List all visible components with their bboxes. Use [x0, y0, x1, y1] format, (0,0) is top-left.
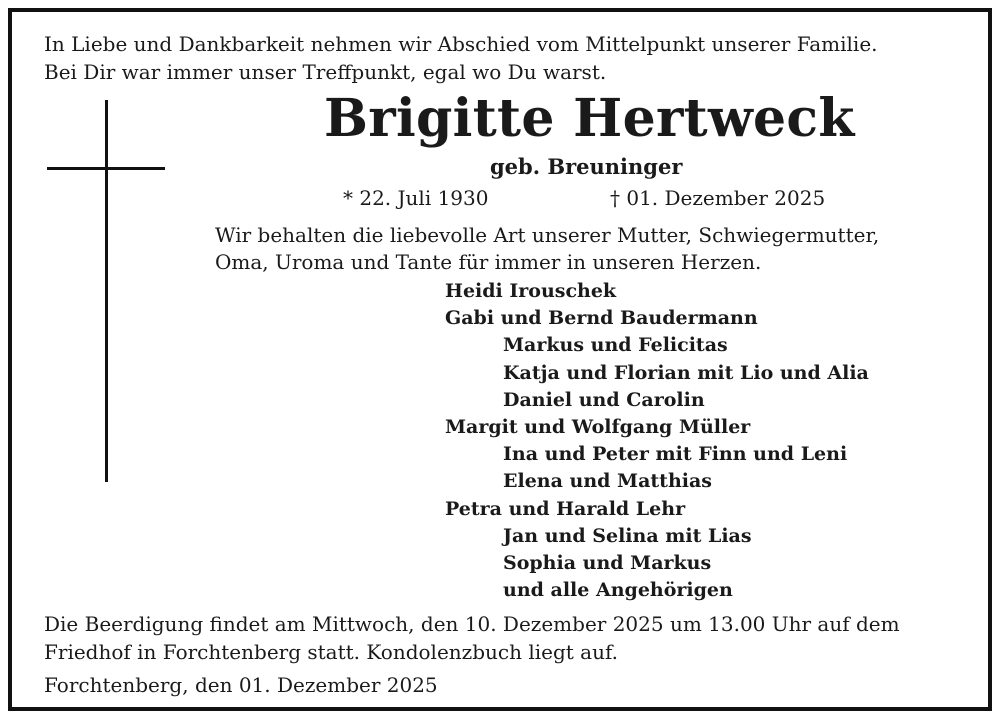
funeral-line-2: Friedhof in Forchtenberg statt. Kondolenzbuch liegt auf. — [44, 640, 619, 664]
mourner-name: Daniel und Carolin — [503, 388, 705, 411]
birth-date: * 22. Juli 1930 — [343, 186, 489, 210]
mourner-name: Heidi Irouschek — [445, 280, 617, 302]
mourner-name: Markus und Felicitas — [503, 334, 728, 357]
memory-text — [215, 222, 879, 276]
funeral-line-1: Die Beerdigung findet am Mittwoch, den 10. Dezember 2025 um 13.00 Uhr auf dem — [44, 612, 900, 636]
mourner-name: Jan und Selina mit Lias — [503, 524, 752, 547]
cross-vertical-bar — [105, 100, 108, 482]
mourner-name: Ina und Peter mit Finn und Leni — [503, 443, 848, 466]
mourner-name: Elena und Matthias — [503, 470, 712, 493]
mourner-name: Margit und Wolfgang Müller — [445, 416, 751, 438]
mourner-name: und alle Angehörigen — [503, 579, 733, 602]
death-date: † 01. Dezember 2025 — [610, 186, 826, 210]
maiden-name: geb. Breuninger — [490, 154, 683, 179]
mourner-name: Sophia und Markus — [503, 552, 712, 574]
intro-text — [44, 30, 878, 86]
intro-line-2: Bei Dir war immer unser Treffpunkt, egal wo Du warst. — [44, 60, 607, 84]
deceased-name: Brigitte Hertweck — [324, 88, 855, 149]
mourner-name: Gabi und Bernd Baudermann — [445, 307, 758, 330]
mourner-name: Katja und Florian mit Lio und Alia — [503, 361, 869, 384]
cross-horizontal-bar — [47, 167, 165, 170]
place-date: Forchtenberg, den 01. Dezember 2025 — [44, 673, 438, 697]
memory-line-1: Wir behalten die liebevolle Art unserer Mutter, Schwiegermutter, — [215, 223, 880, 247]
mourner-name: Petra und Harald Lehr — [445, 497, 686, 520]
memory-line-2: Oma, Uroma und Tante für immer in unseren Herzen. — [215, 250, 762, 274]
funeral-notice — [44, 610, 900, 666]
intro-line-1: In Liebe und Dankbarkeit nehmen wir Abschied vom Mittelpunkt unserer Familie. — [44, 32, 878, 56]
